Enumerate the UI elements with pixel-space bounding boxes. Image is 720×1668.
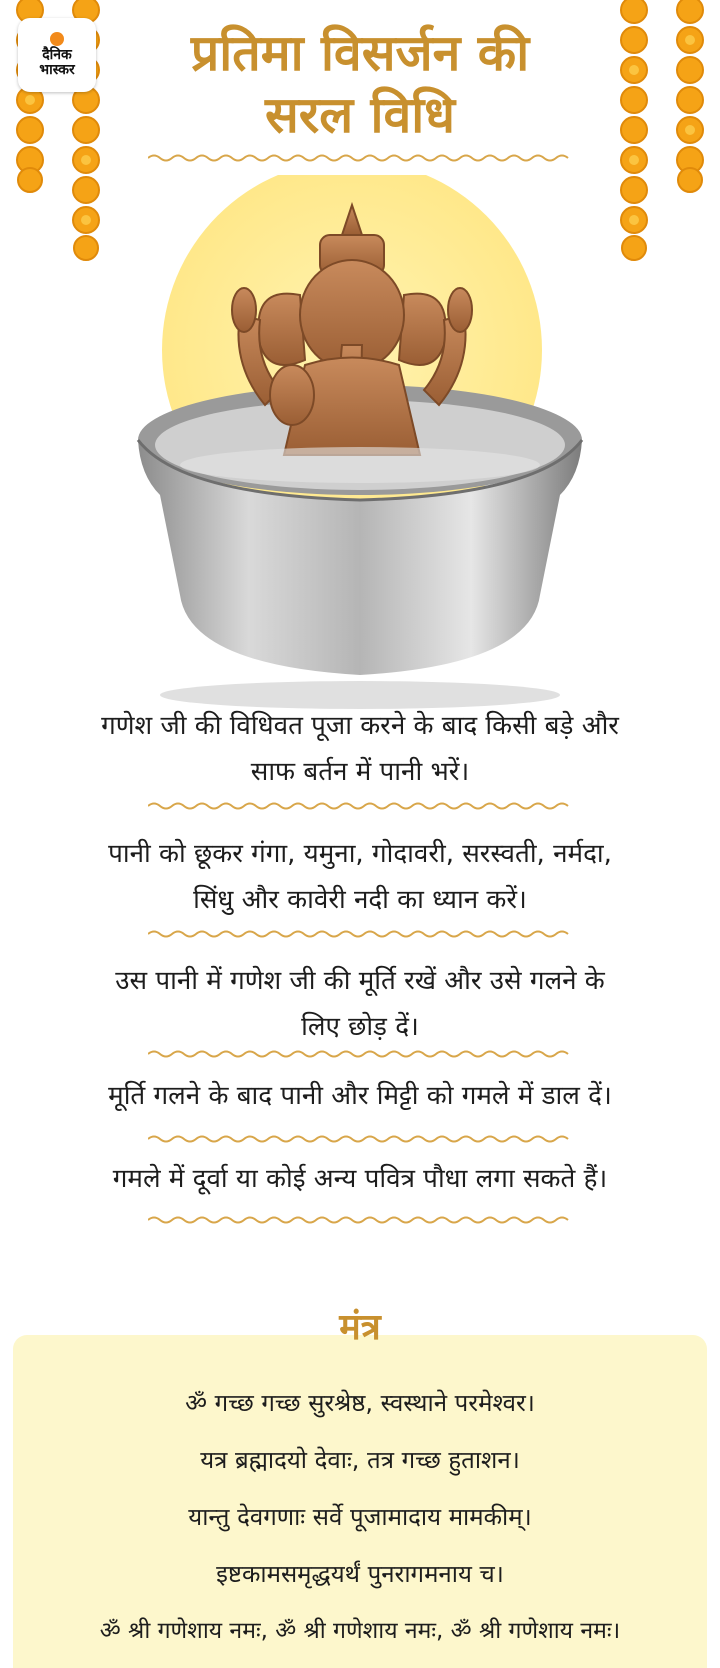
mantra-line-1: ॐ गच्छ गच्छ सुरश्रेष्ठ, स्वस्थाने परमेश्वर।: [185, 1389, 535, 1417]
mantra-line-5: ॐ श्री गणेशाय नमः, ॐ श्री गणेशाय नमः, ॐ श्री गणेशाय नमः।: [99, 1618, 621, 1644]
page-title: [100, 22, 620, 146]
title-line2: सरल विधि: [264, 86, 455, 144]
dainik-bhaskar-logo: [18, 18, 96, 92]
step-4: [50, 1073, 670, 1119]
logo-line2: भास्कर: [39, 62, 75, 78]
sun-dot-icon: [50, 32, 64, 46]
step-2-line1: पानी को छूकर गंगा, यमुना, गोदावरी, सरस्वती, नर्मदा,: [108, 839, 612, 869]
step-4-line1: मूर्ति गलने के बाद पानी और मिट्टी को गमले में डाल दें।: [108, 1081, 612, 1111]
wavy-divider: [148, 153, 572, 163]
wavy-divider: [148, 929, 572, 939]
mantra-line-3: यान्तु देवगणाः सर्वे पूजामादाय मामकीम्।: [188, 1503, 532, 1531]
wavy-divider: [148, 1134, 572, 1144]
mantra-box: [13, 1335, 707, 1668]
step-5: [50, 1156, 670, 1202]
mantra-line-2: यत्र ब्रह्मादयो देवाः, तत्र गच्छ हुताशन।: [200, 1446, 520, 1474]
step-2-line2: सिंधु और कावेरी नदी का ध्यान करें।: [193, 885, 527, 915]
title-line1: प्रतिमा विसर्जन की: [190, 24, 530, 82]
step-3: [50, 958, 670, 1050]
wavy-divider: [148, 801, 572, 811]
step-1-line2: साफ बर्तन में पानी भरें।: [250, 757, 470, 787]
mantra-title: मंत्र: [339, 1307, 381, 1348]
step-5-line1: गमले में दूर्वा या कोई अन्य पवित्र पौधा लगा सकते हैं।: [112, 1164, 608, 1194]
logo-line1: दैनिक: [42, 47, 72, 63]
wavy-divider: [148, 1215, 572, 1225]
wavy-divider: [148, 1049, 572, 1059]
mantra-line-4: इष्टकामसमृद्धयर्थं पुनरागमनाय च।: [216, 1560, 504, 1588]
step-1: [50, 703, 670, 795]
step-1-line1: गणेश जी की विधिवत पूजा करने के बाद किसी बड़े और: [101, 711, 619, 741]
step-3-line2: लिए छोड़ दें।: [301, 1012, 419, 1042]
right-marigold-garland-icon: [612, 0, 708, 270]
step-3-line1: उस पानी में गणेश जी की मूर्ति रखें और उसे गलने के: [115, 966, 605, 996]
step-2: [50, 831, 670, 923]
ganesha-idol-in-steel-pot-icon: [120, 175, 600, 715]
